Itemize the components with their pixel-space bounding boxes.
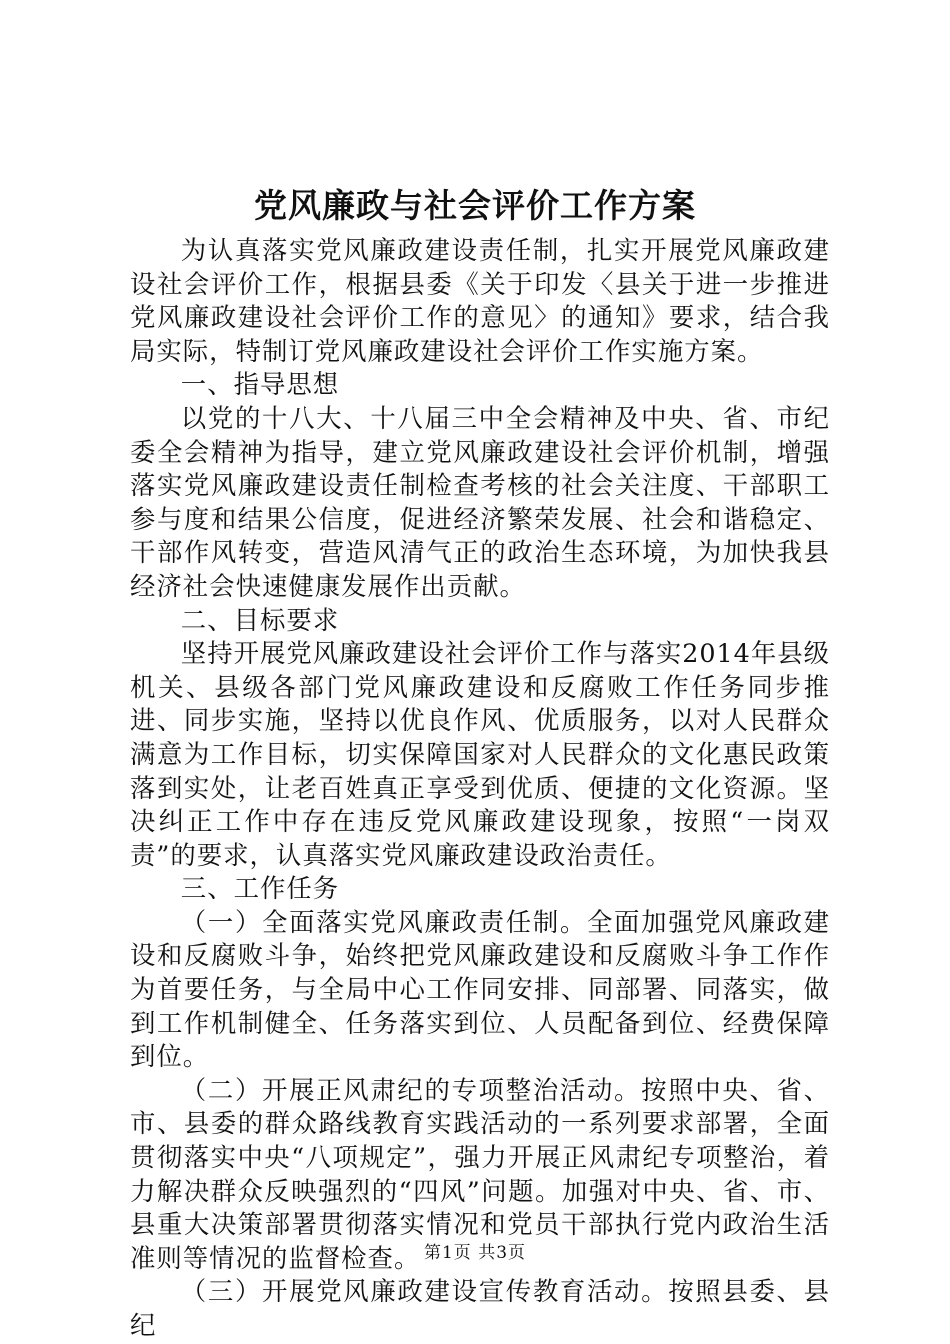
section-heading-guiding-thought: 一、指导思想	[180, 369, 340, 400]
document-title: 党风廉政与社会评价工作方案	[254, 186, 696, 225]
section-heading-goals: 二、目标要求	[180, 604, 340, 635]
task-item-1: （一）全面落实党风廉政责任制。全面加强党风廉政建设和反腐败斗争，始终把党风廉政建设和反腐败斗争工作作为首要任务，与全局中心工作同安排、同部署、同落实，做到工作机制健全、任务落实到位、人员配备到位、经费保障到位。	[130, 906, 830, 1072]
section-heading-tasks: 三、工作任务	[180, 873, 340, 904]
page-footer: 第1页 共3页	[423, 1243, 527, 1263]
task-item-2: （二）开展正风肃纪的专项整治活动。按照中央、省、市、县委的群众路线教育实践活动的一系列要求部署，全面贯彻落实中央“八项规定”，强力开展正风肃纪专项整治，着力解决群众反映强烈的“四风”问题。加强对中央、省、市、县重大决策部署贯彻落实情况和党员干部执行党内政治生活准则等情况的监督检查。	[130, 1074, 830, 1273]
goals-paragraph: 坚持开展党风廉政建设社会评价工作与落实2014年县级机关、县级各部门党风廉政建设和反腐败工作任务同步推进、同步实施，坚持以优良作风、优质服务，以对人民群众满意为工作目标，切实保障国家对人民群众的文化惠民政策落到实处，让老百姓真正享受到优质、便捷的文化资源。坚决纠正工作中存在违反党风廉政建设现象，按照“一岗双责”的要求，认真落实党风廉政建设政治责任。	[130, 638, 831, 870]
guiding-thought-paragraph: 以党的十八大、十八届三中全会精神及中央、省、市纪委全会精神为指导，建立党风廉政建设社会评价机制，增强落实党风廉政建设责任制检查考核的社会关注度、干部职工参与度和结果公信度，促进经济繁荣发展、社会和谐稳定、干部作风转变，营造风清气正的政治生态环境，为加快我县经济社会快速健康发展作出贡献。	[130, 402, 830, 601]
document-body	[130, 234, 830, 1343]
task-item-3: （三）开展党风廉政建设宣传教育活动。按照县委、县纪	[130, 1276, 830, 1340]
intro-paragraph: 为认真落实党风廉政建设责任制，扎实开展党风廉政建设社会评价工作，根据县委《关于印发〈县关于进一步推进党风廉政建设社会评价工作的意见〉的通知》要求，结合我局实际，特制订党风廉政建设社会评价工作实施方案。	[130, 235, 830, 366]
